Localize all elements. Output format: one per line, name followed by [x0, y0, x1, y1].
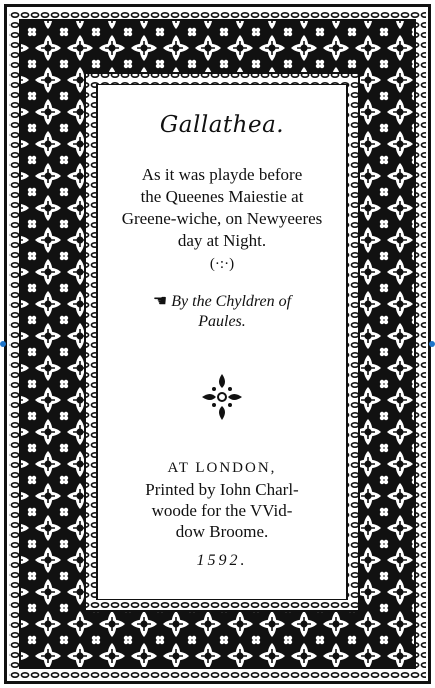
imprint-line: woode for the VVid-	[151, 501, 293, 520]
left-marker-dot	[0, 341, 6, 347]
page-title: Gallathea.	[159, 112, 285, 138]
subtitle	[106, 164, 338, 252]
subtitle-line: the Queenes Maiestie at	[140, 187, 304, 206]
imprint-line: Printed by Iohn Charl-	[145, 480, 299, 499]
byline	[100, 292, 344, 332]
printers-mark: (·:·)	[209, 256, 235, 272]
text-panel	[100, 86, 344, 598]
imprint-line: AT LONDON,	[167, 460, 277, 476]
imprint	[102, 458, 342, 542]
imprint-line: dow Broome.	[175, 522, 269, 541]
pointing-hand-icon: ☚	[152, 293, 168, 310]
subtitle-line: Greene-wiche, on Newyeeres	[121, 209, 323, 228]
byline-line: By the Chyldren of	[171, 293, 292, 310]
subtitle-line: day at Night.	[177, 231, 267, 250]
byline-line: Paules.	[198, 313, 246, 330]
subtitle-line: As it was playde before	[141, 165, 303, 184]
right-marker-dot	[429, 341, 435, 347]
publication-year: 1592.	[196, 552, 248, 569]
fleuron-ornament-icon	[200, 372, 244, 422]
